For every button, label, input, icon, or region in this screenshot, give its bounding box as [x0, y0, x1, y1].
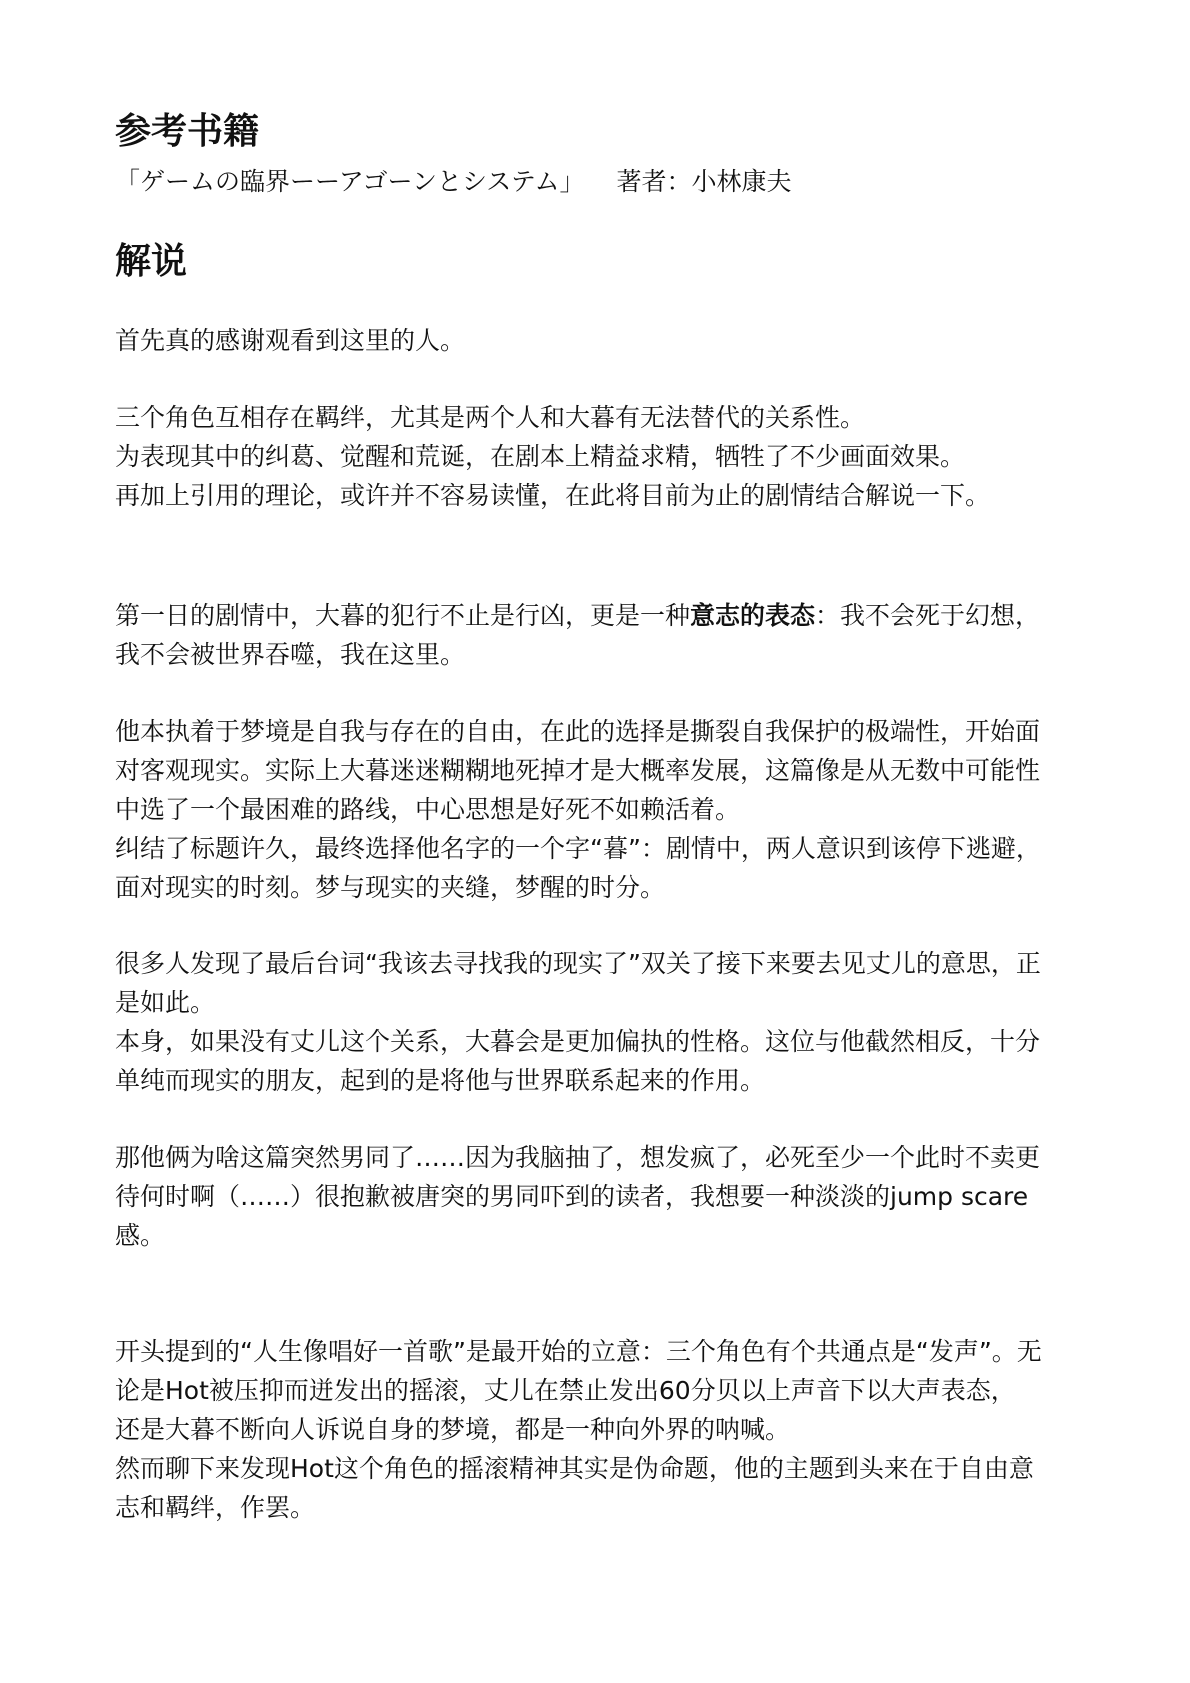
paragraph-line: 纠结了标题许久，最终选择他名字的一个字“暮”：剧情中，两人意识到该停下逃避， — [115, 834, 1041, 863]
text-run: 第一日的剧情中，大暮的犯行不止是行凶，更是一种 — [115, 601, 691, 630]
paragraph-line: 是如此。 — [115, 988, 216, 1017]
paragraph-line — [115, 596, 1085, 635]
paragraph-line: 本身，如果没有丈儿这个关系，大暮会是更加偏执的性格。这位与他截然相反，十分 — [115, 1027, 1041, 1056]
paragraph-line: 那他俩为啥这篇突然男同了……因为我脑抽了，想发疯了，必死至少一个此时不卖更 — [115, 1143, 1041, 1172]
paragraph-line: 开头提到的“人生像唱好一首歌”是最开始的立意：三个角色有个共通点是“发声”。无 — [115, 1337, 1042, 1366]
paragraph-line: 面对现实的时刻。梦与现实的夹缝，梦醒的时分。 — [115, 873, 666, 902]
commentary-heading: 解说 — [115, 241, 188, 282]
emphasis-text: 意志的表态 — [690, 601, 816, 630]
paragraph-line: 还是大暮不断向人诉说自身的梦境，都是一种向外界的呐喊。 — [115, 1415, 791, 1444]
paragraph-dream — [115, 712, 1085, 907]
paragraph-day-one — [115, 596, 1085, 674]
paragraph-intro — [115, 398, 1085, 515]
paragraph-line: 为表现其中的纠葛、觉醒和荒诞，在剧本上精益求精，牺牲了不少画面效果。 — [115, 442, 966, 471]
paragraph-line: 然而聊下来发现Hot这个角色的摇滚精神其实是伪命题，他的主题到头来在于自由意 — [115, 1454, 1034, 1483]
text-run: ：我不会死于幻想， — [815, 601, 1041, 630]
paragraph-jump-scare — [115, 1138, 1085, 1255]
paragraph-line: 三个角色互相存在羁绊，尤其是两个人和大暮有无法替代的关系性。 — [115, 403, 866, 432]
reference-author: 著者：小林康夫 — [616, 167, 792, 196]
paragraph-line: 志和羁绊，作罢。 — [115, 1493, 316, 1522]
references-heading: 参考书籍 — [115, 111, 260, 152]
paragraph-line: 单纯而现实的朋友，起到的是将他与世界联系起来的作用。 — [115, 1066, 766, 1095]
paragraph-line: 他本执着于梦境是自我与存在的自由，在此的选择是撕裂自我保护的极端性，开始面 — [115, 717, 1041, 746]
paragraph-line: 很多人发现了最后台词“我该去寻找我的现实了”双关了接下来要去见丈儿的意思，正 — [115, 949, 1041, 978]
paragraph-line: 首先真的感谢观看到这里的人。 — [115, 326, 466, 355]
paragraph-voice — [115, 1332, 1085, 1527]
reference-entry — [115, 163, 792, 201]
paragraph-line: 再加上引用的理论，或许并不容易读懂，在此将目前为止的剧情结合解说一下。 — [115, 481, 991, 510]
paragraph-line: 我不会被世界吞噬，我在这里。 — [115, 640, 466, 669]
paragraph-line: 感。 — [115, 1221, 166, 1250]
paragraph-last-line — [115, 944, 1085, 1100]
paragraph-line: 待何时啊（……）很抱歉被唐突的男同吓到的读者，我想要一种淡淡的jump scare — [115, 1182, 1029, 1211]
paragraph-thanks — [115, 321, 1085, 360]
reference-book-title: 「ゲームの臨界ーーアゴーンとシステム」 — [115, 167, 585, 196]
paragraph-line: 中选了一个最困难的路线，中心思想是好死不如赖活着。 — [115, 795, 741, 824]
paragraph-line: 论是Hot被压抑而迸发出的摇滚，丈儿在禁止发出60分贝以上声音下以大声表态， — [115, 1376, 1016, 1405]
paragraph-line: 对客观现实。实际上大暮迷迷糊糊地死掉才是大概率发展，这篇像是从无数中可能性 — [115, 756, 1041, 785]
